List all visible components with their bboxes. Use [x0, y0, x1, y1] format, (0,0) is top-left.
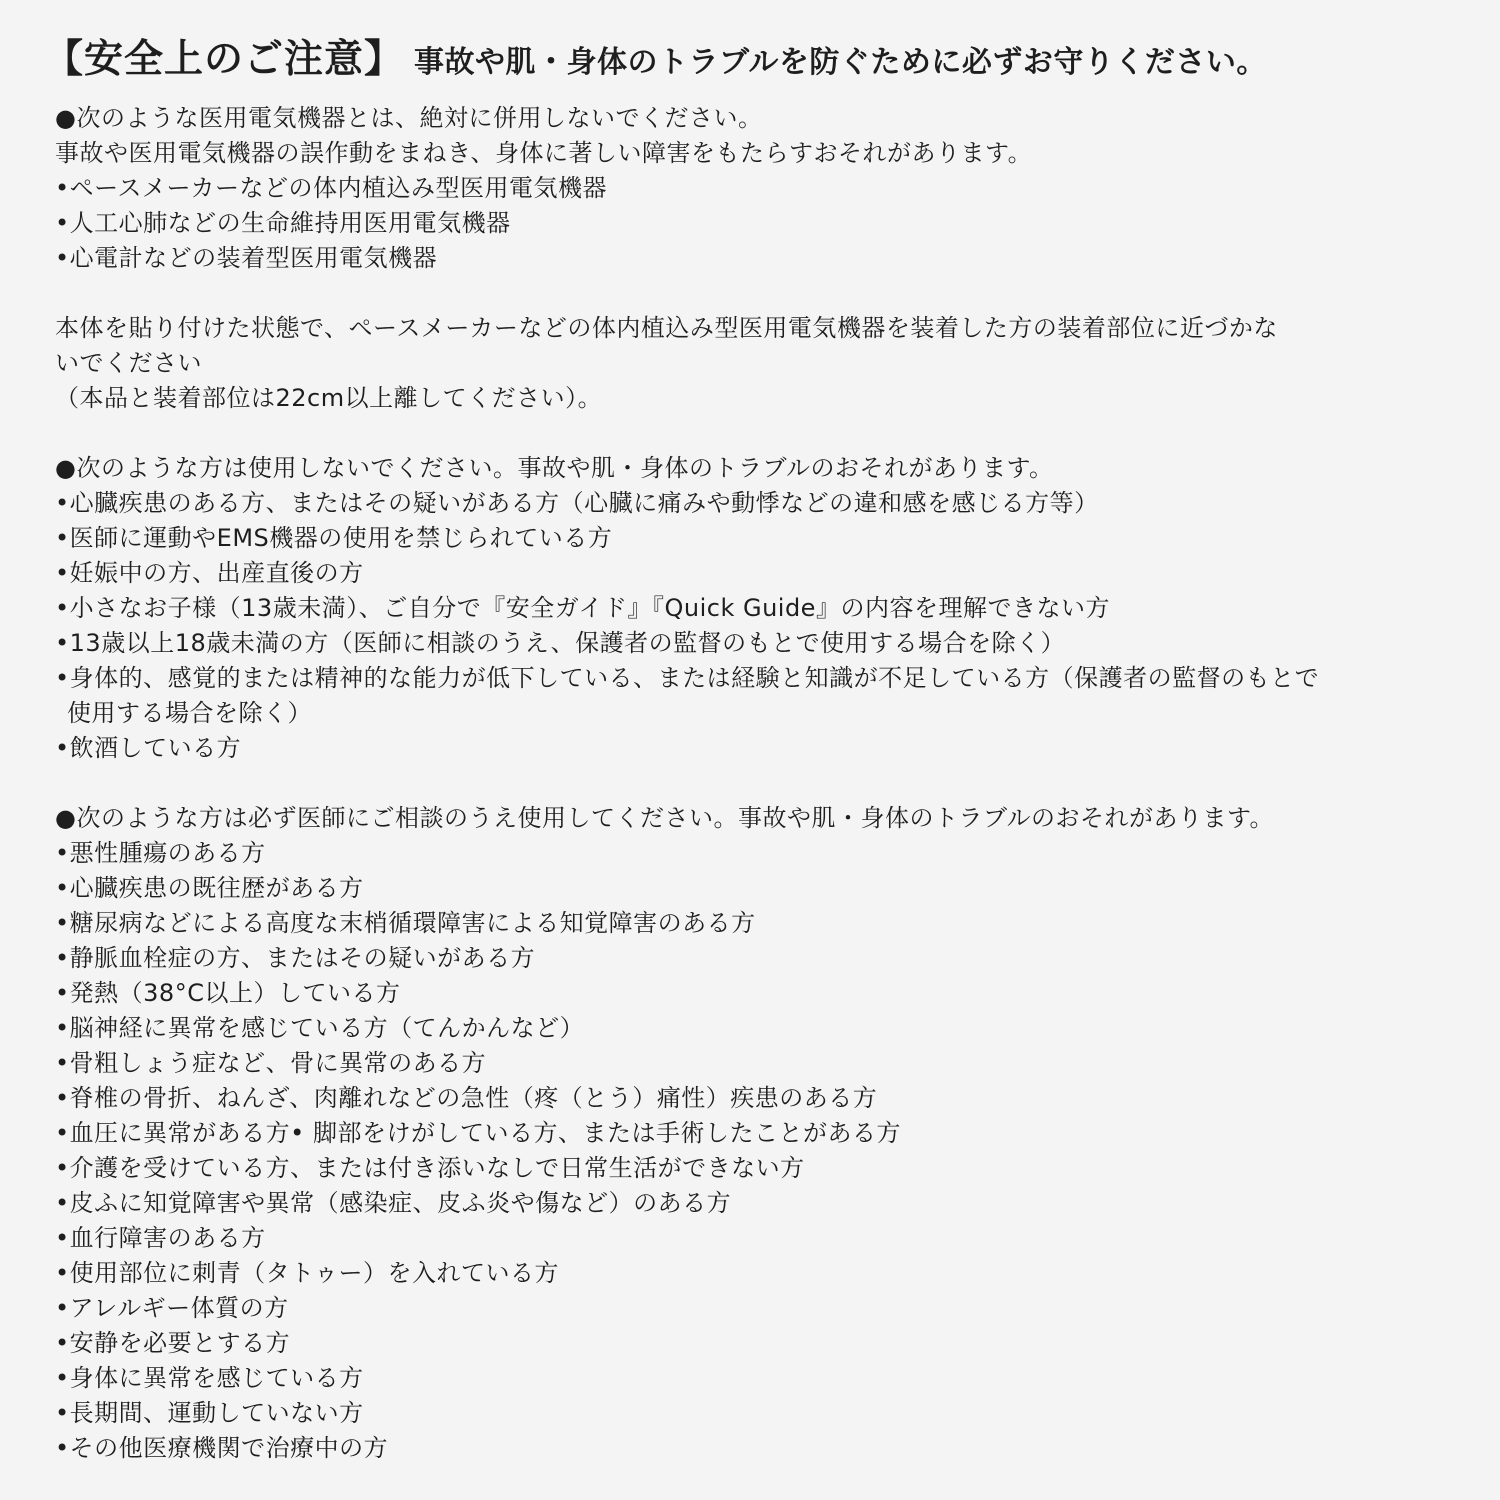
- list-item: •13歳以上18歳未満の方（医師に相談のうえ、保護者の監督のもとで使用する場合を除く）: [55, 629, 1066, 657]
- list-item: •安静を必要とする方: [55, 1329, 291, 1357]
- spacer: [55, 766, 1455, 801]
- list-item: •心電計などの装着型医用電気機器: [55, 244, 438, 272]
- section2-line3: （本品と装着部位は22cm以上離してください）。: [55, 384, 603, 412]
- list-item: •悪性腫瘍のある方: [55, 839, 266, 867]
- list-item: •長期間、運動していない方: [55, 1399, 364, 1427]
- section1-note: 事故や医用電気機器の誤作動をまねき、身体に著しい障害をもたらすおそれがあります。: [55, 139, 1033, 167]
- notice-body: [55, 101, 1455, 1466]
- list-item: •医師に運動やEMS機器の使用を禁じられている方: [55, 524, 613, 552]
- list-item: •介護を受けている方、または付き添いなしで日常生活ができない方: [55, 1154, 805, 1182]
- list-item-continuation: [55, 696, 1455, 731]
- page-title: 【安全上のご注意】: [44, 37, 405, 82]
- list-item: •血行障害のある方: [55, 1224, 266, 1252]
- spacer: [55, 276, 1455, 311]
- section3-heading: ●次のような方は使用しないでください。事故や肌・身体のトラブルのおそれがあります。: [55, 454, 1054, 482]
- section1-heading: ●次のような医用電気機器とは、絶対に併用しないでください。: [55, 104, 763, 132]
- list-item: •身体的、感覚的または精神的な能力が低下している、または経験と知識が不足している方（保護者の監督のもとで: [55, 664, 1320, 692]
- section2-line1: 本体を貼り付けた状態で、ペースメーカーなどの体内植込み型医用電気機器を装着した方の装着部位に近づかな: [55, 314, 1278, 342]
- list-item: •使用部位に刺青（タトゥー）を入れている方: [55, 1259, 560, 1287]
- list-item: •その他医療機関で治療中の方: [55, 1434, 389, 1462]
- list-item: •静脈血栓症の方、またはその疑いがある方: [55, 944, 536, 972]
- section4-heading: ●次のような方は必ず医師にご相談のうえ使用してください。事故や肌・身体のトラブルのおそれがあります。: [55, 804, 1275, 832]
- list-item-continuation-text: 使用する場合を除く）: [67, 699, 312, 727]
- list-item: •小さなお子様（13歳未満）、ご自分で『安全ガイド』『Quick Guide』の内容を理解できない方: [55, 594, 1110, 622]
- list-item: •血圧に異常がある方• 脚部をけがしている方、または手術したことがある方: [55, 1119, 901, 1147]
- section2-line2: いでください: [55, 349, 202, 377]
- list-item: •妊娠中の方、出産直後の方: [55, 559, 364, 587]
- list-item: •心臓疾患の既往歴がある方: [55, 874, 364, 902]
- page-subtitle: 事故や肌・身体のトラブルを防ぐために必ずお守りください。: [414, 45, 1267, 80]
- list-item: •身体に異常を感じている方: [55, 1364, 364, 1392]
- list-item: •アレルギー体質の方: [55, 1294, 289, 1322]
- list-item: •糖尿病などによる高度な末梢循環障害による知覚障害のある方: [55, 909, 756, 937]
- list-item: •心臓疾患のある方、またはその疑いがある方（心臓に痛みや動悸などの違和感を感じる方等）: [55, 489, 1099, 517]
- header: [44, 34, 1267, 93]
- list-item: •骨粗しょう症など、骨に異常のある方: [55, 1049, 487, 1077]
- list-item: •皮ふに知覚障害や異常（感染症、皮ふ炎や傷など）のある方: [55, 1189, 732, 1217]
- list-item: •ペースメーカーなどの体内植込み型医用電気機器: [55, 174, 607, 202]
- list-item: •人工心肺などの生命維持用医用電気機器: [55, 209, 511, 237]
- list-item: •脊椎の骨折、ねんざ、肉離れなどの急性（疼（とう）痛性）疾患のある方: [55, 1084, 878, 1112]
- list-item: •発熱（38°C以上）している方: [55, 979, 401, 1007]
- list-item: •飲酒している方: [55, 734, 242, 762]
- spacer: [55, 416, 1455, 451]
- list-item: •脳神経に異常を感じている方（てんかんなど）: [55, 1014, 585, 1042]
